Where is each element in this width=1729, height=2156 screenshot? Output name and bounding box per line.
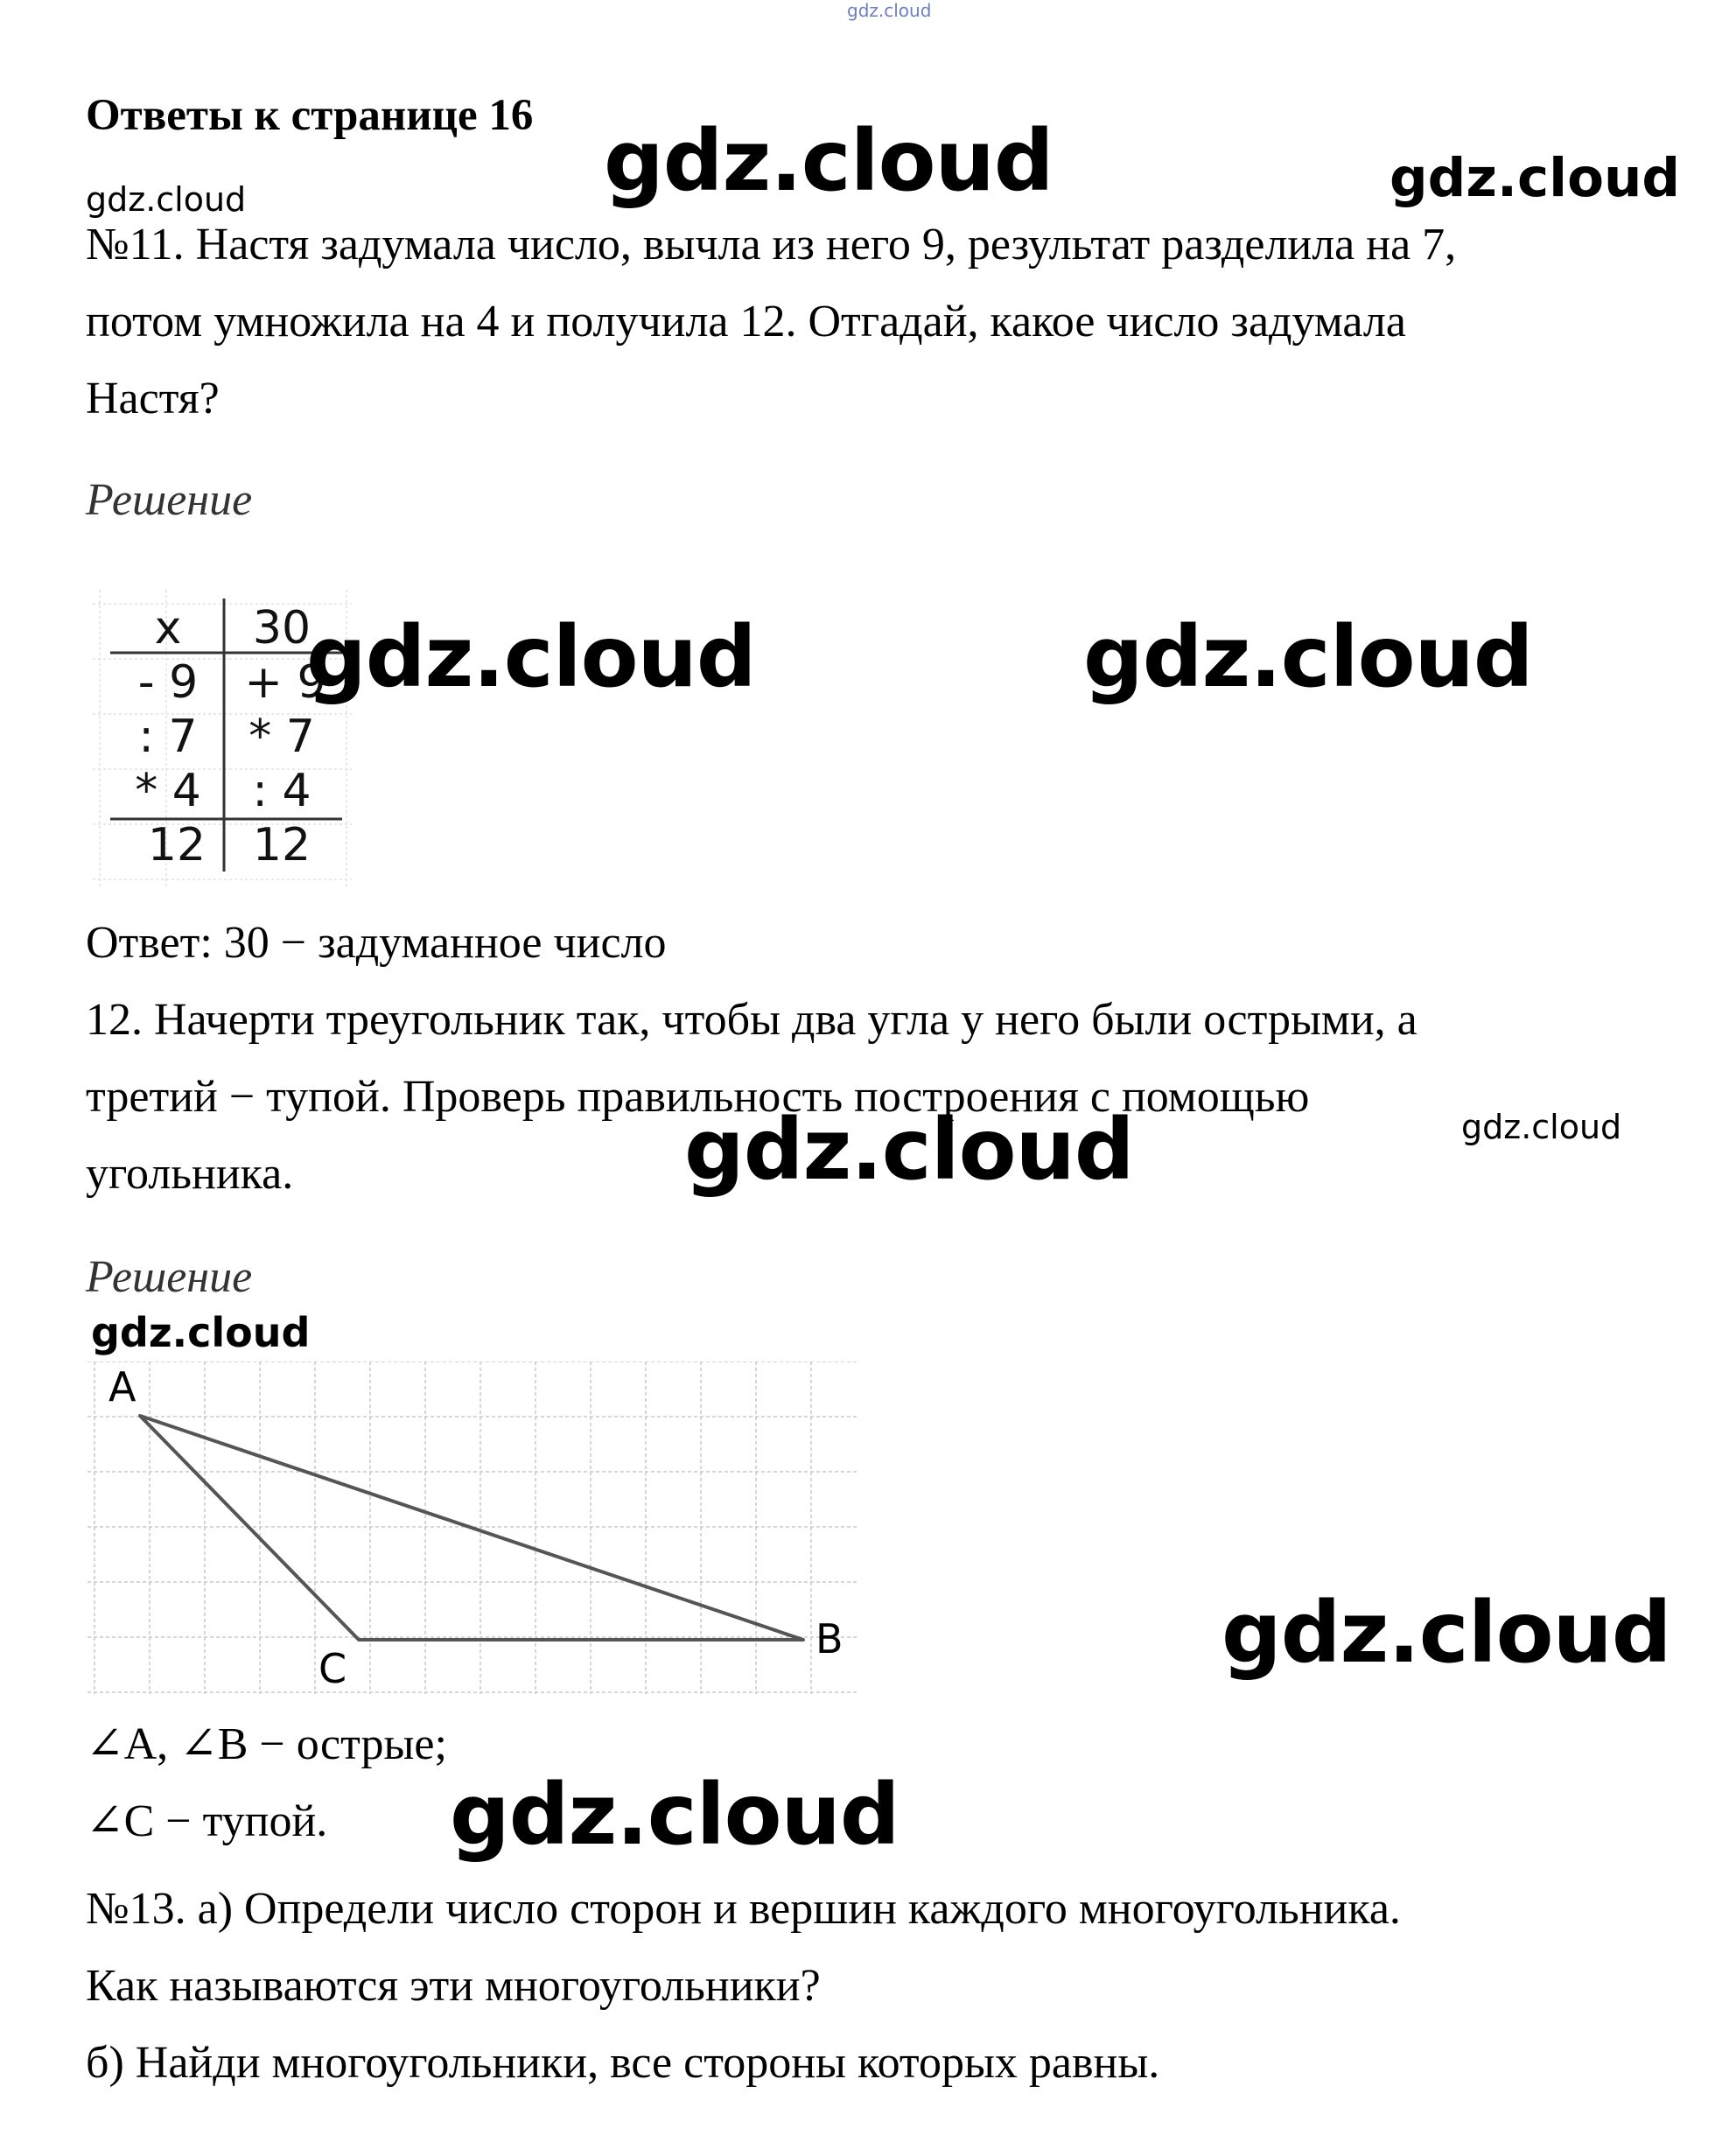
task11-line: потом умножила на 4 и получила 12. Отгадай, какое число задумала bbox=[86, 297, 1406, 346]
conclusion-line: ∠C − тупой. bbox=[86, 1796, 328, 1846]
vertex-label-c: C bbox=[318, 1645, 347, 1692]
conclusion-line: ∠A, ∠B − острые; bbox=[86, 1719, 447, 1769]
watermark: gdz.cloud bbox=[1461, 1108, 1622, 1146]
task13-line: б) Найди многоугольники, все стороны которых равны. bbox=[86, 2038, 1160, 2088]
table-cell: x bbox=[154, 602, 182, 654]
watermark: gdz.cloud bbox=[1083, 608, 1533, 706]
table-cell: + 9 bbox=[244, 656, 326, 709]
solution-label: Решение bbox=[86, 1252, 253, 1302]
watermark: gdz.cloud bbox=[1390, 147, 1681, 209]
table-cell: 12 bbox=[147, 819, 206, 872]
watermark: gdz.cloud bbox=[306, 608, 756, 706]
page-title: Ответы к странице 16 bbox=[86, 91, 534, 140]
triangle-figure bbox=[88, 1362, 866, 1703]
task12-line: третий − тупой. Проверь правильность построения с помощью bbox=[86, 1072, 1310, 1122]
table-cell: : 7 bbox=[138, 710, 198, 763]
task12-line: 12. Начерти треугольник так, чтобы два угла у него были острыми, а bbox=[86, 995, 1418, 1045]
watermark: gdz.cloud bbox=[450, 1766, 900, 1864]
table-cell: * 4 bbox=[135, 765, 201, 817]
watermark: gdz.cloud bbox=[604, 112, 1054, 210]
table-cell: : 4 bbox=[252, 765, 312, 817]
table-cell: 12 bbox=[252, 819, 312, 872]
solution-label: Решение bbox=[86, 475, 253, 525]
vertex-label-b: B bbox=[816, 1615, 844, 1662]
table-cell: 30 bbox=[252, 602, 312, 654]
task13-line: №13. а) Определи число сторон и вершин каждого многоугольника. bbox=[86, 1884, 1401, 1934]
task11-line: №11. Настя задумала число, вычла из него 9, результат разделила на 7, bbox=[86, 220, 1457, 270]
triangle-grid bbox=[88, 1362, 866, 1703]
task12-conclusions bbox=[86, 1706, 447, 1860]
watermark: gdz.cloud bbox=[1222, 1584, 1671, 1682]
task11-answer: Ответ: 30 − задуманное число bbox=[86, 918, 667, 968]
table-cell: - 9 bbox=[137, 656, 199, 709]
watermark-tiny: gdz.cloud bbox=[847, 0, 932, 21]
vertex-label-a: A bbox=[108, 1363, 136, 1410]
table-cell: * 7 bbox=[248, 710, 315, 763]
task13-text bbox=[86, 1871, 1401, 2102]
task12-line: угольника. bbox=[86, 1149, 294, 1199]
task11-line: Настя? bbox=[86, 374, 220, 424]
task13-line: Как называются эти многоугольники? bbox=[86, 1961, 821, 2011]
task11-text bbox=[86, 206, 1456, 438]
watermark: gdz.cloud bbox=[91, 1309, 311, 1356]
watermark: gdz.cloud bbox=[684, 1101, 1134, 1199]
triangle-shape bbox=[140, 1416, 803, 1640]
watermark: gdz.cloud bbox=[86, 180, 247, 219]
